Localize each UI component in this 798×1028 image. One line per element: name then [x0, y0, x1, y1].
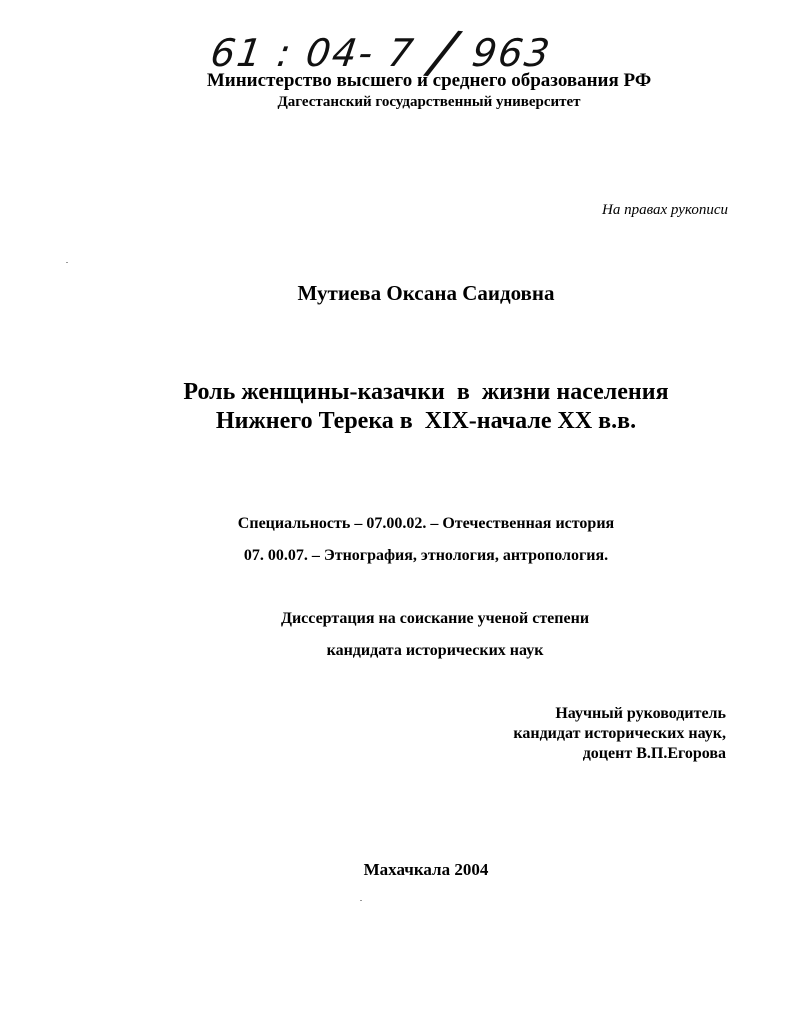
supervisor-block — [513, 704, 726, 764]
degree-block — [0, 603, 798, 667]
specialty-line-2: 07. 00.07. – Этнография, этнология, антропология. — [243, 547, 609, 564]
specialty-block — [0, 508, 798, 572]
university-heading: Дагестанский государственный университет — [277, 94, 581, 110]
scan-speck — [66, 262, 68, 263]
ministry-heading: Министерство высшего и среднего образования РФ — [206, 70, 652, 91]
scan-speck — [360, 900, 362, 901]
title-line-1: Роль женщины-казачки в жизни населения — [183, 379, 669, 405]
specialty-line-1: Специальность – 07.00.02. – Отечественная история — [237, 515, 615, 532]
archive-mark-slash: / — [424, 17, 463, 87]
title-line-2: Нижнего Терека в XIX-начале XX в.в. — [215, 408, 637, 434]
degree-line-1: Диссертация на соискание ученой степени — [280, 610, 590, 627]
archive-mark-suffix: 963 — [469, 31, 555, 75]
dissertation-title — [0, 378, 798, 436]
manuscript-rights-note: На правах рукописи — [602, 202, 728, 218]
archive-mark-number: 7 — [385, 31, 418, 75]
archive-mark-prefix: 61 : 04- — [207, 31, 378, 75]
degree-line-2: кандидата исторических наук — [326, 642, 544, 659]
city-year: Махачкала 2004 — [363, 860, 489, 879]
supervisor-role: Научный руководитель — [555, 705, 726, 722]
supervisor-degree: кандидат исторических наук, — [513, 725, 726, 742]
supervisor-name: доцент В.П.Егорова — [582, 745, 726, 762]
author-name: Мутиева Оксана Саидовна — [297, 281, 555, 305]
